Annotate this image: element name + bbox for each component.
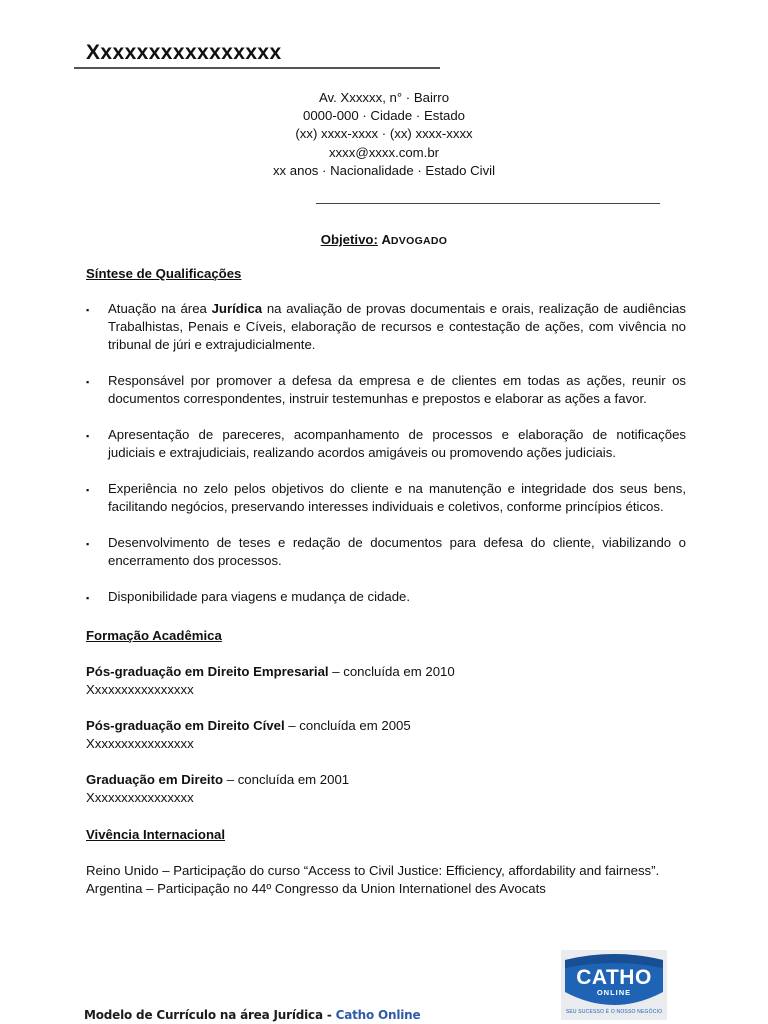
qualification-text: Experiência no zelo pelos objetivos do cliente e na manutenção e integridade dos seus bens, facilitando negócios, preservando interesses individuais e coletivos, conforme princípios éticos. — [108, 481, 686, 514]
objective-label: Objetivo: — [320, 232, 378, 247]
bullet-icon: ▪ — [86, 377, 90, 387]
education-institution: Xxxxxxxxxxxxxxxx — [86, 736, 194, 751]
education-degree: Pós-graduação em Direito Empresarial — [86, 664, 329, 679]
postal-line: 0000-000 · Cidade · Estado — [302, 108, 466, 124]
international-item: Reino Unido – Participação do curso “Access to Civil Justice: Efficiency, affordability and fairness”. — [86, 863, 660, 878]
personal-info-line: xx anos · Nacionalidade · Estado Civil — [272, 162, 496, 178]
education-institution: Xxxxxxxxxxxxxxxx — [86, 682, 194, 697]
qualification-item — [86, 300, 686, 354]
education-entry — [86, 771, 686, 807]
qualification-item — [86, 588, 686, 606]
objective-value-rest: DVOGADO — [390, 235, 448, 247]
bullet-icon: ▪ — [86, 485, 90, 495]
education-title: Formação Acadêmica — [86, 628, 222, 643]
contact-block — [0, 89, 768, 180]
bullet-icon: ▪ — [86, 305, 90, 315]
resume-name: Xxxxxxxxxxxxxxxx — [86, 41, 282, 64]
qualification-bold: Jurídica — [211, 301, 263, 316]
qualification-item — [86, 534, 686, 570]
qualification-text: Atuação na área — [108, 301, 212, 316]
education-status: – concluída em 2010 — [328, 664, 455, 679]
education-institution: Xxxxxxxxxxxxxxxx — [86, 790, 194, 805]
bullet-icon: ▪ — [86, 431, 90, 441]
catho-online-logo — [561, 950, 667, 1020]
svg-text:SEU SUCESSO É O NOSSO NEGÓCIO: SEU SUCESSO É O NOSSO NEGÓCIO — [565, 1009, 663, 1015]
svg-text:ONLINE: ONLINE — [596, 988, 632, 997]
education-entry — [86, 717, 686, 753]
education-status: – concluída em 2005 — [284, 718, 411, 733]
bullet-icon: ▪ — [86, 593, 90, 603]
qualification-text: na avaliação de provas documentais e orais, realização de audiências Trabalhistas, Penais e Cíveis, elaboração de recursos e contestação de ações, com vivência no tribunal de júri e extrajudicialmente. — [108, 301, 686, 352]
footer-brand: Catho Online — [335, 1008, 421, 1022]
contact-divider — [316, 203, 660, 204]
education-degree: Graduação em Direito — [86, 772, 224, 787]
bullet-icon: ▪ — [86, 539, 90, 549]
qualification-text: Disponibilidade para viagens e mudança de cidade. — [108, 589, 411, 604]
objective-value-initial: A — [381, 232, 391, 247]
international-list — [86, 862, 726, 898]
phone-line: (xx) xxxx-xxxx · (xx) xxxx-xxxx — [295, 126, 473, 142]
qualification-text: Apresentação de pareceres, acompanhamento de processos e elaboração de notificações judiciais e extrajudiciais, realizando acordos amigáveis ou promovendo ações judiciais. — [108, 427, 686, 460]
qualifications-list — [86, 300, 686, 606]
international-title: Vivência Internacional — [86, 827, 226, 842]
qualification-item — [86, 480, 686, 516]
qualification-item — [86, 426, 686, 462]
international-item: Argentina – Participação no 44º Congresso da Union Internationel des Avocats — [86, 881, 546, 896]
education-entry — [86, 663, 686, 699]
footer-caption — [84, 1006, 420, 1024]
qualification-text: Responsável por promover a defesa da empresa e de clientes em todas as ações, reunir os documentos correspondentes, instruir testemunhas e prepostos e elaborar as ações a favor. — [108, 373, 686, 406]
address-line: Av. Xxxxxx, n° · Bairro — [318, 90, 450, 105]
education-degree: Pós-graduação em Direito Cível — [86, 718, 285, 733]
name-underline — [74, 67, 440, 69]
qualifications-title: Síntese de Qualificações — [86, 266, 242, 281]
objective — [0, 231, 768, 250]
qualification-text: Desenvolvimento de teses e redação de documentos para defesa do cliente, viabilizando o encerramento dos processos. — [108, 535, 686, 568]
svg-text:CATHO: CATHO — [576, 966, 652, 989]
qualification-item — [86, 372, 686, 408]
footer-text: Modelo de Currículo na área Jurídica - — [84, 1008, 336, 1022]
email-line: xxxx@xxxx.com.br — [328, 144, 440, 160]
education-status: – concluída em 2001 — [223, 772, 350, 787]
